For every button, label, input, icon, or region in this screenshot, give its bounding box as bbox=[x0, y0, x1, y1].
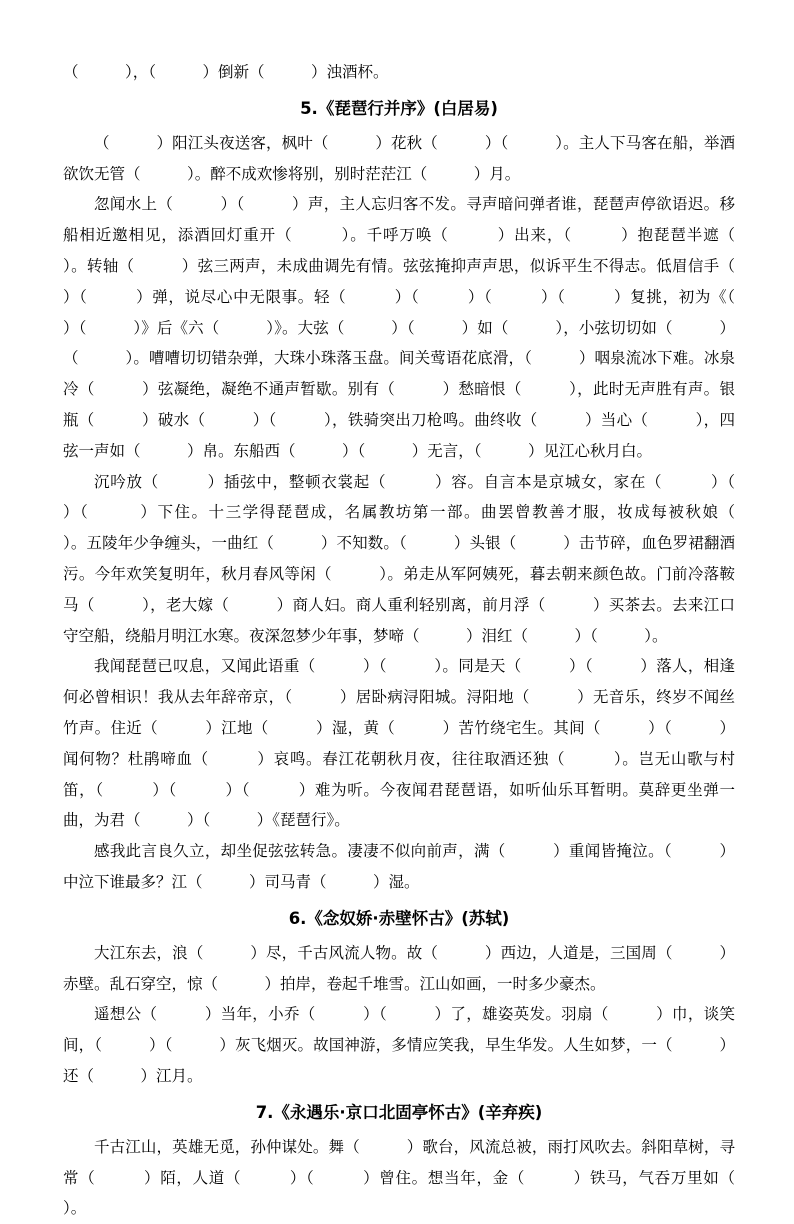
section-niannujiao bbox=[63, 902, 735, 1092]
section-pipa-xing bbox=[63, 92, 782, 898]
poem-paragraph: 大江东去，浪（ ）尽，千古风流人物。故（ ）西边，人道是，三国周（ ）赤壁。乱石穿空，惊（ ）拍岸，卷起千堆雪。江山如画，一时多少豪杰。 bbox=[63, 943, 735, 993]
section-heading: 7.《永遇乐·京口北固亭怀古》(辛弃疾) bbox=[255, 1102, 543, 1122]
section-heading: 6.《念奴娇·赤壁怀古》(苏轼) bbox=[288, 908, 510, 928]
continued-poem-line: （ ），（ ）倒新（ ）浊酒杯。 bbox=[63, 63, 389, 81]
poem-paragraph: 感我此言良久立，却坐促弦弦转急。凄凄不似向前声，满（ ）重闻皆掩泣。（ ）中泣下谁最多？江（ ）司马青（ ）湿。 bbox=[63, 842, 735, 891]
poem-paragraph: （ ）阳江头夜送客，枫叶（ ）花秋（ ）（ ）。主人下马客在船，举酒欲饮无管（ ）。醉不成欢惨将别，别时茫茫江（ ）月。 bbox=[63, 133, 735, 183]
poem-paragraph: 忽闻水上（ ）（ ）声，主人忘归客不发。寻声暗问弹者谁，琵琶声停欲语迟。移船相近邀相见，添酒回灯重开（ ）。千呼万唤（ ）出来，（ ）抱琵琶半遮（ ）。转轴（ ）弦三两声，未成曲调先有情。弦弦掩抑声声思，似诉平生不得志。低眉信手（ ）（ ）弹，说尽心中无限事。轻（ ）（ ）（ ）（ ）复挑，初为《（ ）（ ）》后《六（ ）》。大弦（ ）（ ）如（ ），小弦切切如（ ）（ ）。嘈嘈切切错杂弹，大珠小珠落玉盘。间关莺语花底滑，（ ）咽泉流冰下难。冰泉冷（ ）弦凝绝，凝绝不通声暂歇。别有（ ）愁暗恨（ ），此时无声胜有声。银瓶（ ）破水（ ）（ ），铁骑突出刀枪鸣。曲终收（ ）当心（ ），四弦一声如（ ）帛。东船西（ ）（ ）无言，（ ）见江心秋月白。 bbox=[63, 195, 782, 460]
section-yongyule bbox=[63, 1096, 782, 1224]
poem-paragraph: 遥想公（ ）当年，小乔（ ）（ ）了，雄姿英发。羽扇（ ）巾，谈笑间，（ ）（ ）灰飞烟灭。故国神游，多情应笑我，早生华发。人生如梦，一（ ）还（ ）江月。 bbox=[63, 1005, 735, 1085]
worksheet-page bbox=[63, 57, 782, 1224]
poem-paragraph: 沉吟放（ ）插弦中，整顿衣裳起（ ）容。自言本是京城女，家在（ ）（ ）（ ）下住。十三学得琵琶成，名属教坊第一部。曲罢曾教善才服，妆成每被秋娘（ ）。五陵年少争缠头，一曲红（ ）不知数。（ ）头银（ ）击节碎，血色罗裙翻酒污。今年欢笑复明年，秋月春风等闲（ ）。弟走从军阿姨死，暮去朝来颜色故。门前冷落鞍马（ ），老大嫁（ ）商人妇。商人重利轻别离，前月浮（ ）买茶去。去来江口守空船，绕船月明江水寒。夜深忽梦少年事，梦啼（ ）泪红（ ）（ ）。 bbox=[63, 472, 782, 645]
poem-paragraph: 千古江山，英雄无觅，孙仲谋处。舞（ ）歌台，风流总被，雨打风吹去。斜阳草树，寻常（ ）陌，人道（ ）（ ）曾住。想当年，金（ ）铁马，气吞万里如（ ）。 bbox=[63, 1137, 782, 1218]
poem-paragraph: 我闻琵琶已叹息，又闻此语重（ ）（ ）。同是天（ ）（ ）落人，相逢何必曾相识！我从去年辞帝京，（ ）居卧病浔阳城。浔阳地（ ）无音乐，终岁不闻丝竹声。住近（ ）江地（ ）湿，黄（ ）苦竹绕宅生。其间（ ）（ ）闻何物？杜鹃啼血（ ）哀鸣。春江花朝秋月夜，往往取酒还独（ ）。岂无山歌与村笛，（ ）（ ）（ ）难为听。今夜闻君琵琶语，如听仙乐耳暂明。莫辞更坐弹一曲，为君（ ）（ ）《琵琶行》。 bbox=[63, 657, 735, 830]
section-heading: 5.《琵琶行并序》(白居易) bbox=[300, 98, 498, 118]
